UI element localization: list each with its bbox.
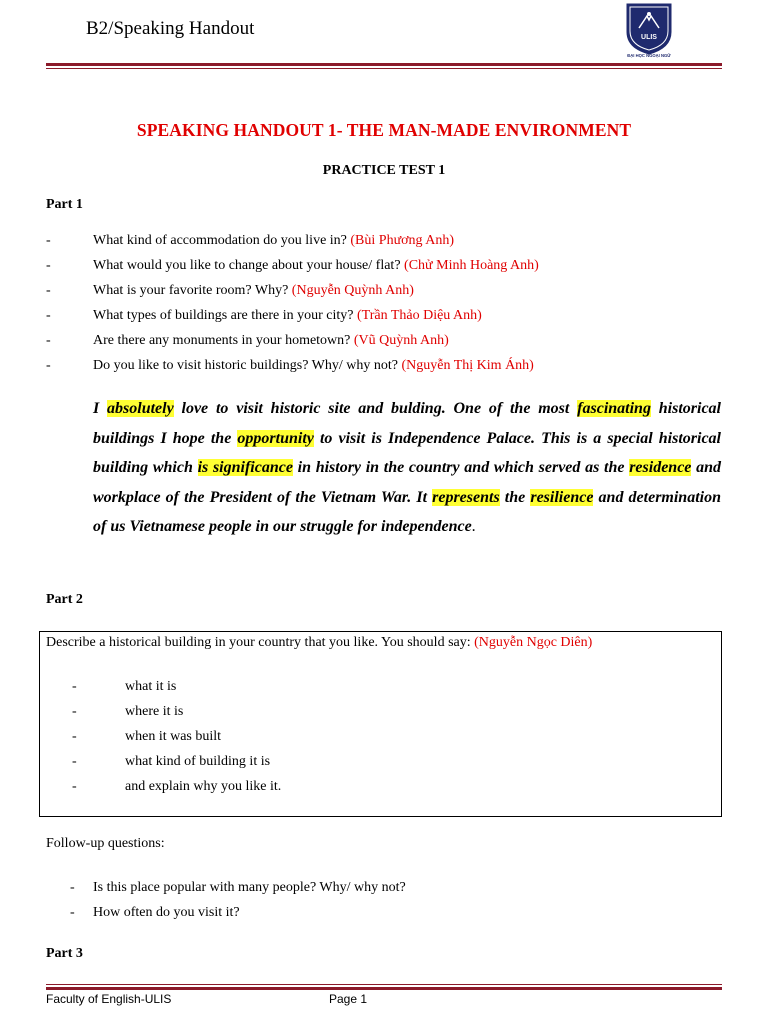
followup-text: How often do you visit it? [93,905,240,920]
header-rule-thin [46,68,722,69]
highlighted-word: residence [629,459,692,476]
highlighted-word: opportunity [237,429,314,447]
footer-rule-thick [46,987,722,990]
bullet-dash: - [72,704,77,719]
highlighted-word: is significance [197,459,293,476]
header-rule-thick [46,63,722,66]
question-text: What types of buildings are there in your city? [93,308,357,323]
student-name: (Vũ Quỳnh Anh) [353,333,449,348]
followup-text: Is this place popular with many people? Why/ why not? [93,880,406,895]
cue-card-box [39,631,722,817]
prompt-text: Describe a historical building in your country that you like. You should say: [46,635,475,650]
cue-text: what kind of building it is [125,754,271,769]
list-item [46,875,406,900]
cue-list [40,674,281,799]
sample-answer [93,394,721,542]
list-item [40,749,281,774]
answer-text: and determination of us Vietnamese people in our struggle for independence [93,488,721,535]
ulis-logo-icon [625,2,673,58]
cue-card-prompt [46,635,592,651]
bullet-dash: - [46,358,51,373]
answer-text: love to visit historic site and bulding. One of the most [173,400,578,417]
logo-text: ULIS [641,34,657,41]
highlighted-word: absolutely [107,400,174,417]
answer-text: and workplace of the President of the Vietnam War. It [93,459,721,506]
question-text: Do you like to visit historic buildings? Why/ why not? [93,358,402,373]
list-item [40,674,281,699]
footer-faculty: Faculty of English-ULIS [46,992,172,1006]
highlighted-word: fascinating [577,400,651,417]
highlighted-word: represents [432,488,500,506]
answer-period: . [471,518,476,535]
bullet-dash: - [70,880,75,895]
answer-text: historical buildings I hope the [93,400,721,447]
bullet-dash: - [46,333,51,348]
student-name: (Bùi Phương Anh) [350,233,455,248]
list-item [46,900,406,925]
student-name: (Nguyễn Ngọc Diên) [474,635,593,650]
question-text: What would you like to change about your house/ flat? [93,258,405,273]
part1-question-list [46,228,539,378]
answer-text: in history in the country and which served as the [292,459,630,476]
student-name: (Chử Minh Hoàng Anh) [404,258,539,273]
bullet-dash: - [70,905,75,920]
list-item [46,278,539,303]
cue-text: when it was built [125,729,222,744]
list-item [46,328,539,353]
bullet-dash: - [72,754,77,769]
list-item [46,303,539,328]
followup-list [46,875,406,925]
logo-subtext: ĐẠI HỌC NGOẠI NGỮ [627,53,671,58]
student-name: (Nguyễn Thị Kim Ánh) [401,358,534,373]
part3-heading: Part 3 [46,946,83,961]
question-text: Are there any monuments in your hometown? [93,333,354,348]
followup-label: Follow-up questions: [46,836,165,851]
bullet-dash: - [72,729,77,744]
highlighted-word: resilience [530,488,594,506]
list-item [40,699,281,724]
list-item [46,228,539,253]
cue-text: where it is [125,704,184,719]
page-subtitle: PRACTICE TEST 1 [322,163,446,178]
student-name: (Trần Thảo Diệu Anh) [356,308,482,323]
question-text: What kind of accommodation do you live in? [93,233,351,248]
answer-text: to visit is Independence Palace. This is a special historical building which [93,429,722,476]
question-text: What is your favorite room? Why? [93,283,292,298]
list-item [46,253,539,278]
page-number: Page 1 [329,992,368,1006]
part1-heading: Part 1 [46,197,83,212]
page-title: SPEAKING HANDOUT 1- THE MAN-MADE ENVIRONMENT [136,120,632,140]
list-item [40,724,281,749]
part2-heading: Part 2 [46,592,83,607]
bullet-dash: - [46,308,51,323]
header-title: B2/Speaking Handout [86,18,255,39]
cue-text: and explain why you like it. [125,779,282,794]
footer-rule-thin [46,984,722,985]
list-item [46,353,539,378]
answer-text: the [499,488,531,506]
bullet-dash: - [46,233,51,248]
bullet-dash: - [72,779,77,794]
cue-text: what it is [125,679,177,694]
bullet-dash: - [46,283,51,298]
student-name: (Nguyễn Quỳnh Anh) [291,283,414,298]
bullet-dash: - [46,258,51,273]
answer-text: I [93,400,108,417]
list-item [40,774,281,799]
bullet-dash: - [72,679,77,694]
